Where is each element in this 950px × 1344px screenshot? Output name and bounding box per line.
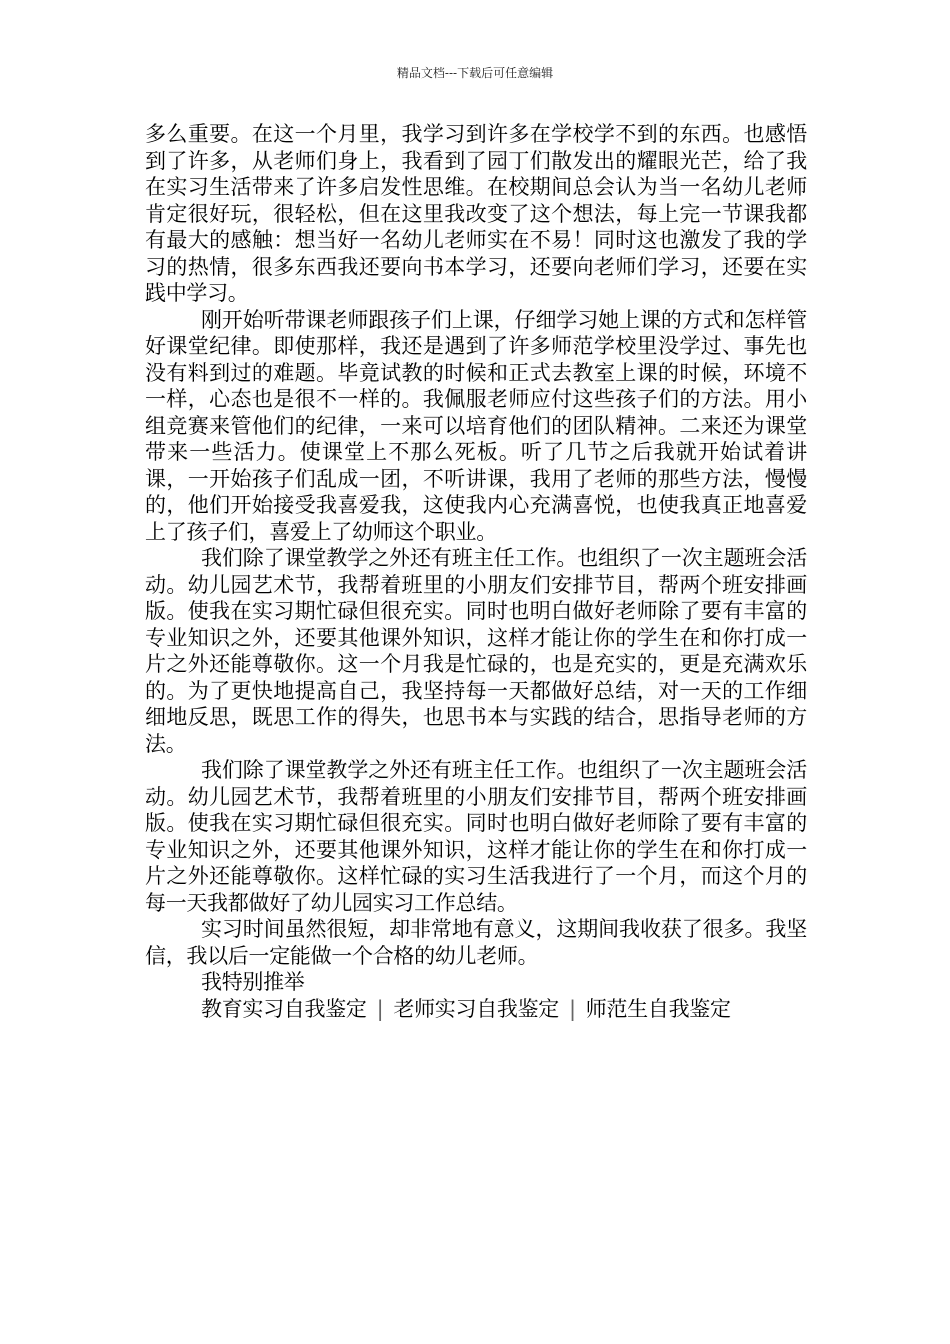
recommend-title: 我特别推举: [201, 970, 305, 994]
link-normal-student[interactable]: 师范生自我鉴定: [585, 996, 731, 1021]
recommend-links: [145, 996, 807, 1023]
paragraph-3: 我们除了课堂教学之外还有班主任工作。也组织了一次主题班会活动。幼儿园艺术节，我帮着班里的小朋友们安排节目，帮两个班安排画版。使我在实习期忙碌但很充实。同时也明白做好老师除了要有丰富的专业知识之外，还要其他课外知识，这样才能让你的学生在和你打成一片之外还能尊敬你。这一个月我是忙碌的，也是充实的，更是充满欢乐的。为了更快地提高自己，我坚持每一天都做好总结，对一天的工作细细地反思，既思工作的得失，也思书本与实践的结合，思指导老师的方法。: [145, 546, 807, 756]
link-teacher-internship[interactable]: 老师实习自我鉴定: [393, 996, 559, 1021]
link-education-internship[interactable]: 教育实习自我鉴定: [201, 996, 367, 1021]
paragraph-4: 我们除了课堂教学之外还有班主任工作。也组织了一次主题班会活动。幼儿园艺术节，我帮着班里的小朋友们安排节目，帮两个班安排画版。使我在实习期忙碌但很充实。同时也明白做好老师除了要有丰富的专业知识之外，还要其他课外知识，这样才能让你的学生在和你打成一片之外还能尊敬你。这样忙碌的实习生活我进行了一个月，而这个月的每一天我都做好了幼儿园实习工作总结。: [145, 758, 807, 915]
link-separator: |: [569, 996, 576, 1021]
paragraph-5: 实习时间虽然很短，却非常地有意义，这期间我收获了很多。我坚信，我以后一定能做一个合格的幼儿老师。: [145, 917, 807, 968]
document-body: [145, 121, 807, 1022]
paragraph-2: 刚开始听带课老师跟孩子们上课，仔细学习她上课的方式和怎样管好课堂纪律。即使那样，我还是遇到了许多师范学校里没学过、事先也没有料到过的难题。毕竟试教的时候和正式去教室上课的时候，环境不一样，心态也是很不一样的。我佩服老师应付这些孩子们的方法。用小组竞赛来管他们的纪律，一来可以培育他们的团队精神。二来还为课堂带来一些活力。使课堂上不那么死板。听了几节之后我就开始试着讲课，一开始孩子们乱成一团，不听讲课，我用了老师的那些方法，慢慢的，他们开始接受我喜爱我，这使我内心充满喜悦，也使我真正地喜爱上了孩子们，喜爱上了幼师这个职业。: [145, 307, 807, 544]
link-separator: |: [376, 996, 384, 1021]
page-header: 精品文档---下载后可任意编辑: [396, 66, 554, 80]
paragraph-1: 多么重要。在这一个月里，我学习到许多在学校学不到的东西。也感悟到了许多，从老师们身上，我看到了园丁们散发出的耀眼光芒，给了我在实习生活带来了许多启发性思维。在校期间总会认为当一名幼儿老师肯定很好玩，很轻松，但在这里我改变了这个想法，每上完一节课我都有最大的感触：想当好一名幼儿老师实在不易！同时这也激发了我的学习的热情，很多东西我还要向书本学习，还要向老师们学习，还要在实践中学习。: [145, 122, 807, 305]
